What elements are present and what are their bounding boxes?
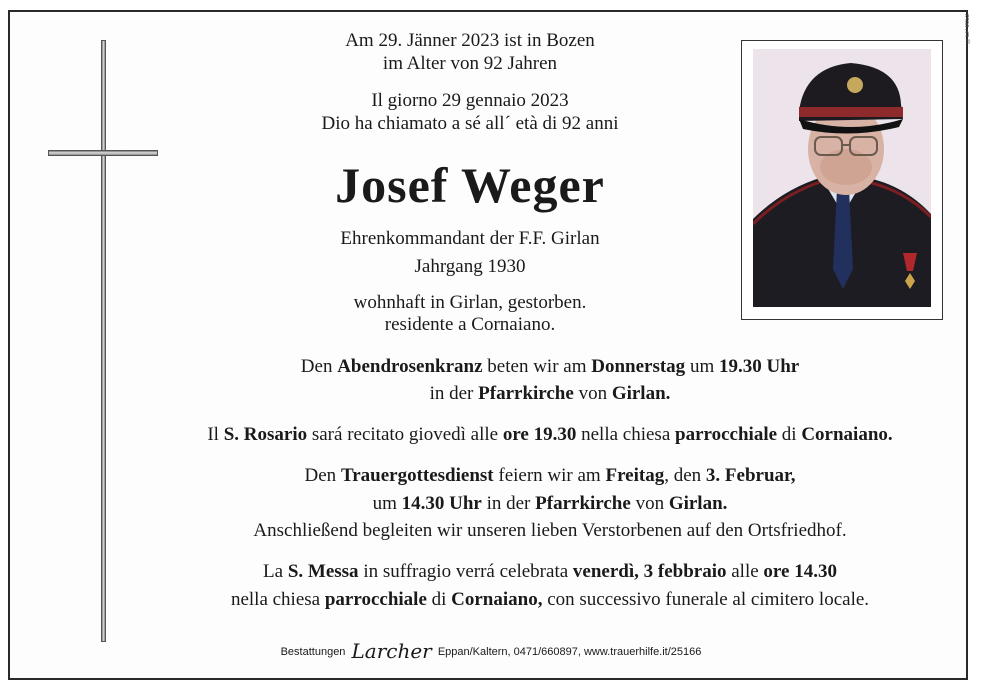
rosary-it-line: Il S. Rosario sará recitato giovedì alle ore 19.30 nella chiesa parrocchiale di Cornaiano. (207, 424, 893, 445)
footer (0, 641, 982, 662)
ceremony-block (120, 0, 980, 640)
rosary-de-line2: in der Pfarrkirche von Girlan. (429, 383, 671, 404)
date-de-line1: Am 29. Jänner 2023 ist in Bozen (345, 30, 595, 51)
deceased-name: Josef Weger (335, 157, 605, 213)
side-code: ©EP 9053 (965, 14, 971, 43)
residence-it: residente a Cornaiano. (384, 314, 556, 335)
date-it-line2: Dio ha chiamato a sé all´ età di 92 anni (321, 113, 619, 134)
funeral-it-line1: La S. Messa in suffragio verrá celebrata venerdì, 3 febbraio alle ore 14.30 (263, 561, 837, 582)
larcher-logo: Larcher (351, 639, 432, 663)
birth-year: Jahrgang 1930 (414, 256, 526, 277)
cross-icon (101, 40, 106, 642)
date-it-line1: Il giorno 29 gennaio 2023 (371, 90, 569, 111)
funeral-de-line1: Den Trauergottesdienst feiern wir am Freitag, den 3. Februar, (304, 465, 796, 486)
honorary-title: Ehrenkommandant der F.F. Girlan (340, 228, 600, 249)
residence-de: wohnhaft in Girlan, gestorben. (353, 292, 587, 313)
funeral-it-line2: nella chiesa parrocchiale di Cornaiano, con successivo funerale al cimitero locale. (230, 589, 870, 610)
funeral-de-line3: Anschließend begleiten wir unseren lieben Verstorbenen auf den Ortsfriedhof. (253, 520, 847, 541)
footer-prefix: Bestattungen (280, 646, 346, 658)
rosary-de-line1: Den Abendrosenkranz beten wir am Donnerstag um 19.30 Uhr (300, 356, 800, 377)
funeral-de-line2: um 14.30 Uhr in der Pfarrkirche von Girlan. (372, 493, 728, 514)
footer-contact: Eppan/Kaltern, 0471/660897, www.trauerhilfe.it/25166 (437, 646, 702, 658)
date-de-line2: im Alter von 92 Jahren (382, 53, 558, 74)
